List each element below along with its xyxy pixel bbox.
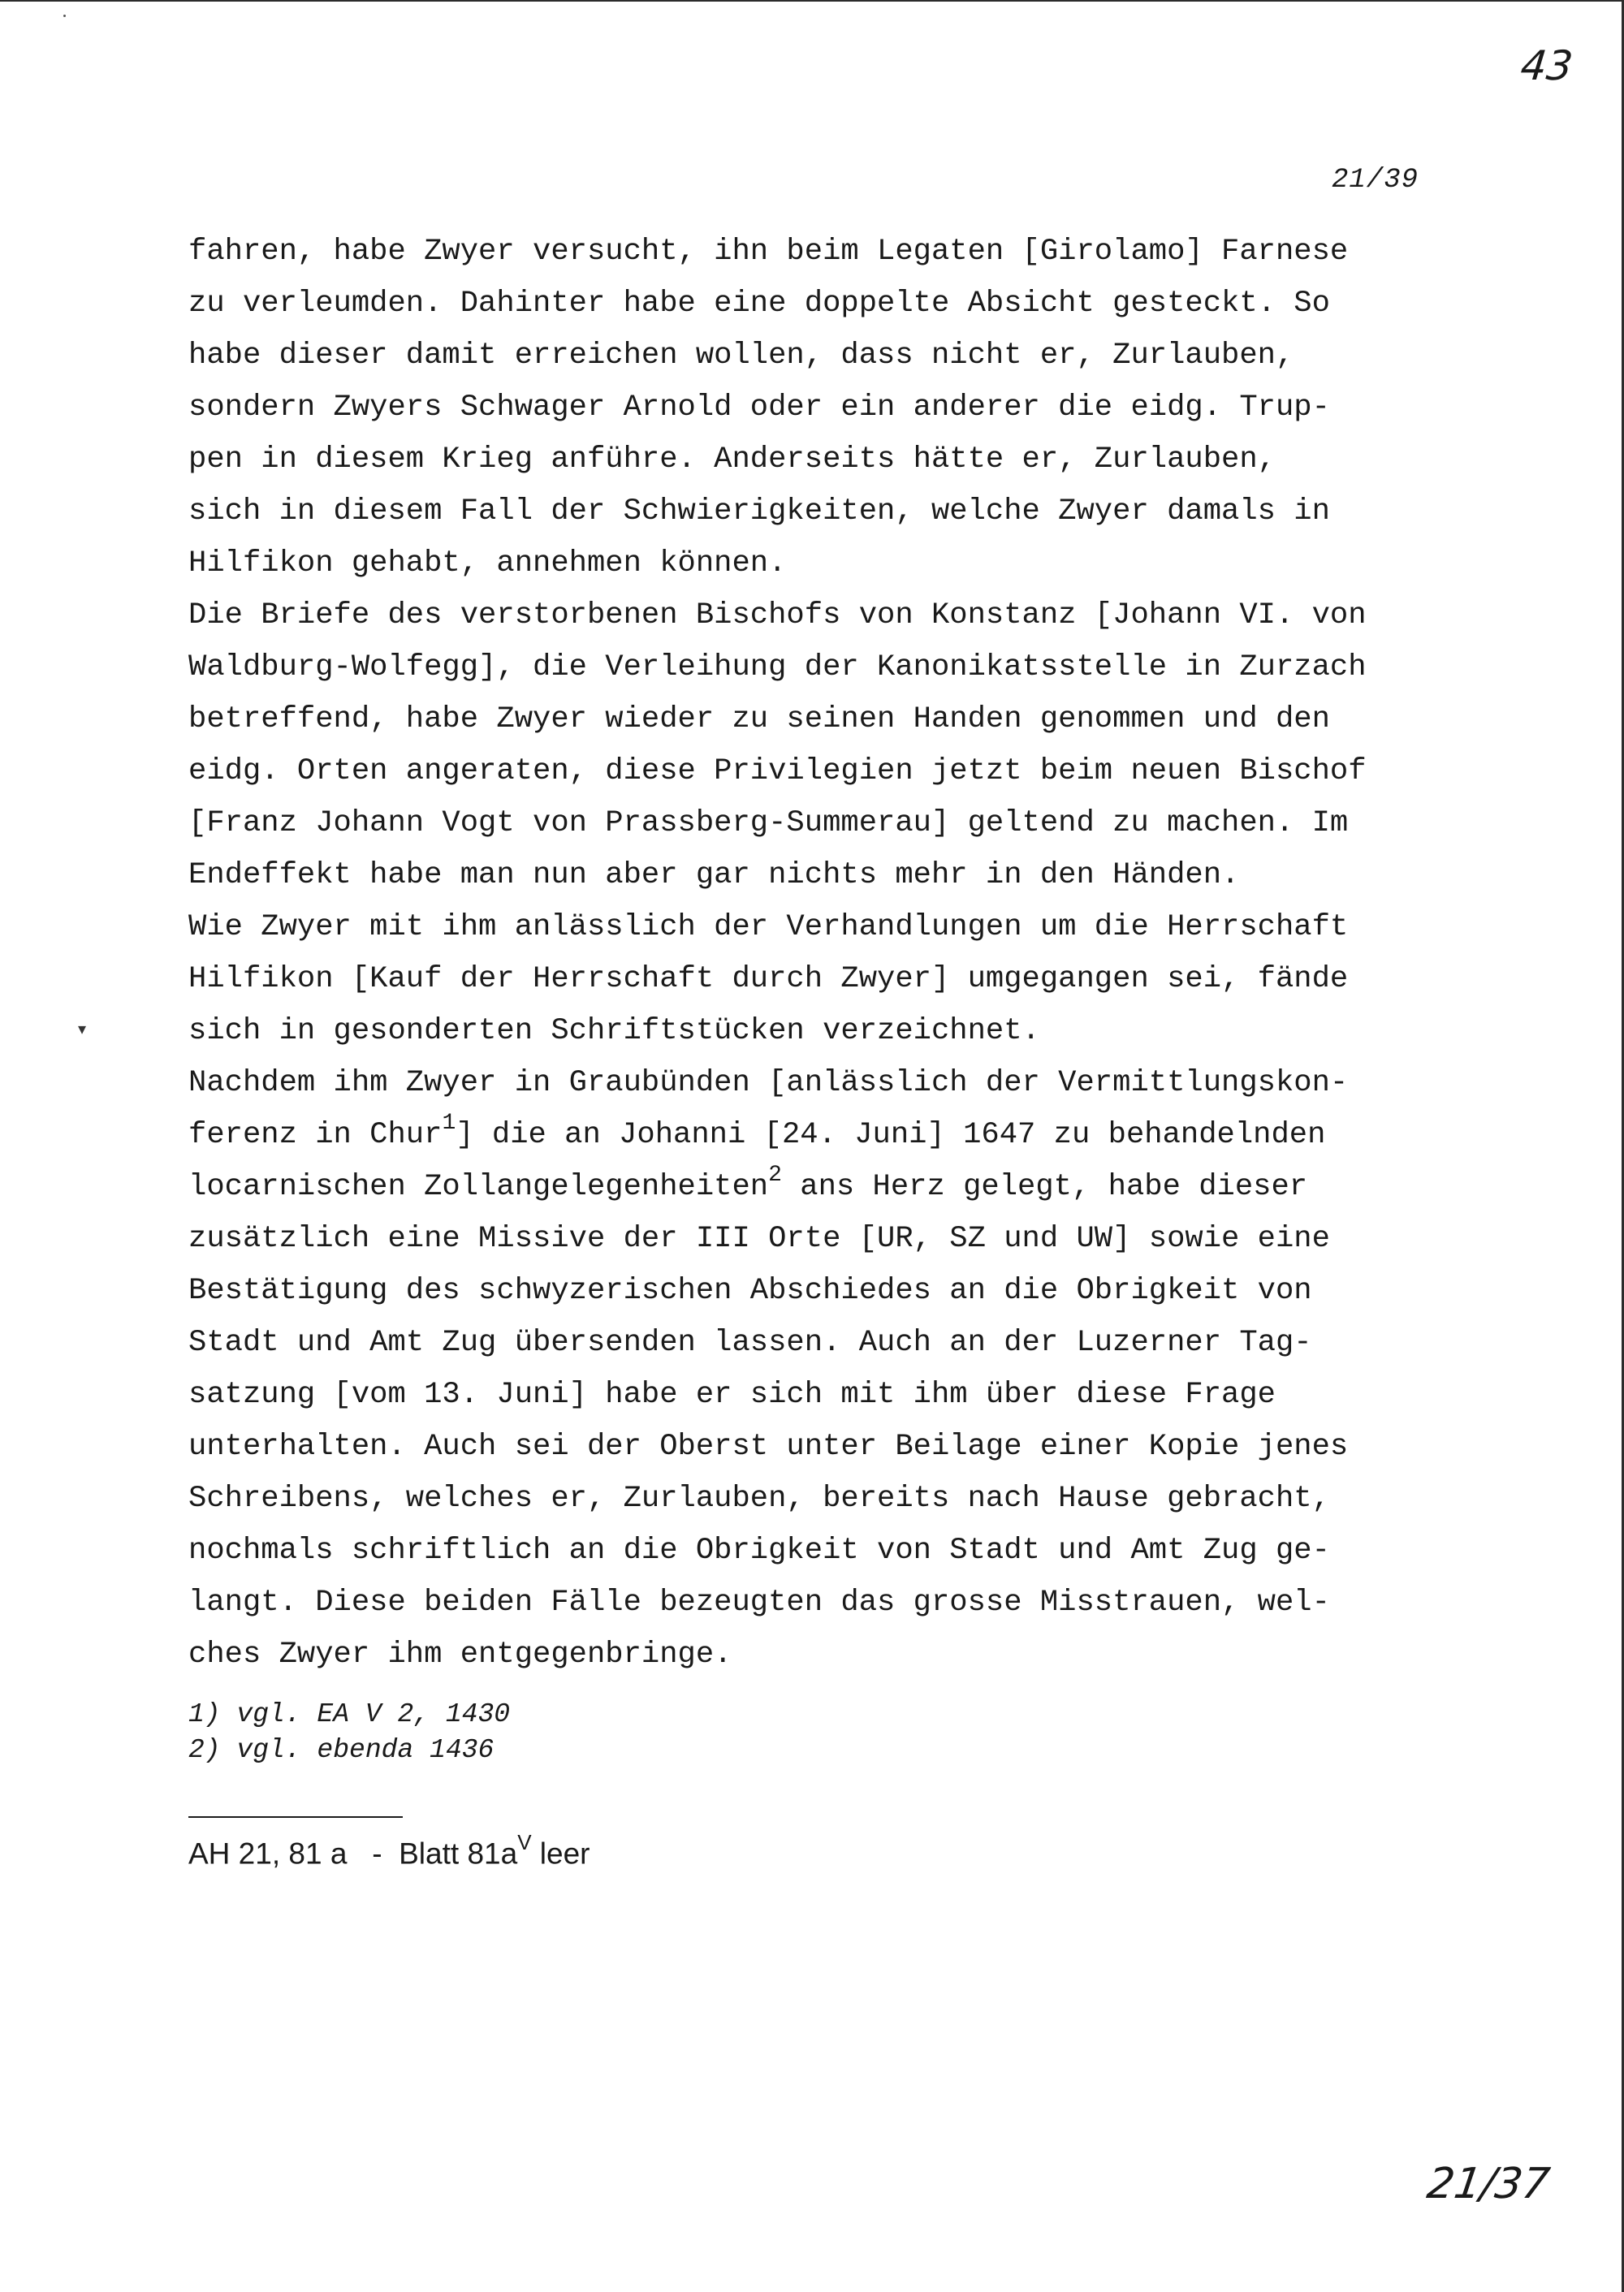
- text-line-with-footnote-1: [188, 1109, 1569, 1161]
- line-text: ans Herz gelegt, habe dieser: [781, 1170, 1308, 1204]
- line-text: ferenz in Chur: [188, 1118, 443, 1152]
- footnote-2: 2) vgl. ebenda 1436: [188, 1735, 495, 1765]
- source-reference: [188, 1830, 590, 1871]
- text-line: langt. Diese beiden Fälle bezeugten das grosse Misstrauen, wel-: [188, 1586, 1330, 1620]
- handwritten-page-number: 43: [1518, 42, 1575, 89]
- source-text: AH 21, 81 a - Blatt 81a: [188, 1837, 518, 1871]
- text-line: Waldburg-Wolfegg], die Verleihung der Kanonikatsstelle in Zurzach: [188, 650, 1367, 684]
- text-line: ches Zwyer ihm entgegenbringe.: [188, 1638, 732, 1672]
- text-line: sich in gesonderten Schriftstücken verzeichnet.: [188, 1014, 1040, 1048]
- source-suffix: leer: [531, 1837, 590, 1871]
- handwritten-bottom-reference: 21/37: [1423, 2160, 1553, 2208]
- text-line: unterhalten. Auch sei der Oberst unter Beilage einer Kopie jenes: [188, 1430, 1349, 1464]
- text-line: Hilfikon [Kauf der Herrschaft durch Zwyer] umgegangen sei, fände: [188, 962, 1349, 996]
- page-reference: 21/39: [1332, 165, 1419, 196]
- line-text: ] die an Johanni [24. Juni] 1647 zu behandelnden: [456, 1118, 1326, 1152]
- text-line: pen in diesem Krieg anführe. Anderseits hätte er, Zurlauben,: [188, 442, 1276, 477]
- text-line: nochmals schriftlich an die Obrigkeit von Stadt und Amt Zug ge-: [188, 1534, 1330, 1568]
- text-line: Die Briefe des verstorbenen Bischofs von Konstanz [Johann VI. von: [188, 598, 1367, 632]
- text-line: Wie Zwyer mit ihm anlässlich der Verhandlungen um die Herrschaft: [188, 910, 1349, 944]
- text-line: sich in diesem Fall der Schwierigkeiten, welche Zwyer damals in: [188, 494, 1330, 529]
- text-line: Schreibens, welches er, Zurlauben, bereits nach Hause gebracht,: [188, 1482, 1330, 1516]
- text-line: fahren, habe Zwyer versucht, ihn beim Legaten [Girolamo] Farnese: [188, 235, 1349, 269]
- page-border-top: [0, 0, 1624, 2]
- scan-speck: [63, 15, 66, 17]
- text-line: sondern Zwyers Schwager Arnold oder ein anderer die eidg. Trup-: [188, 391, 1330, 425]
- text-line: [Franz Johann Vogt von Prassberg-Summerau] geltend zu machen. Im: [188, 806, 1349, 840]
- text-line: satzung [vom 13. Juni] habe er sich mit ihm über diese Frage: [188, 1378, 1276, 1412]
- text-line: eidg. Orten angeraten, diese Privilegien jetzt beim neuen Bischof: [188, 754, 1367, 788]
- footnote-marker-1: 1: [442, 1110, 456, 1136]
- line-text: locarnischen Zollangelegenheiten: [188, 1170, 769, 1204]
- text-line: Hilfikon gehabt, annehmen können.: [188, 546, 787, 581]
- text-line: zu verleumden. Dahinter habe eine doppelte Absicht gesteckt. So: [188, 287, 1330, 321]
- text-line: habe dieser damit erreichen wollen, dass nicht er, Zurlauben,: [188, 339, 1294, 373]
- text-line: Endeffekt habe man nun aber gar nichts mehr in den Händen.: [188, 858, 1240, 892]
- text-line-with-footnote-2: [188, 1161, 1569, 1213]
- verso-marker: V: [517, 1830, 532, 1854]
- document-body: [188, 226, 1569, 1681]
- margin-mark: ▾: [78, 1019, 87, 1038]
- footer-separator: [188, 1816, 403, 1818]
- footnote-1: 1) vgl. EA V 2, 1430: [188, 1699, 511, 1729]
- text-line: Stadt und Amt Zug übersenden lassen. Auch an der Luzerner Tag-: [188, 1326, 1312, 1360]
- footnote-marker-2: 2: [768, 1162, 782, 1188]
- text-line: zusätzlich eine Missive der III Orte [UR, SZ und UW] sowie eine: [188, 1222, 1330, 1256]
- footnotes: [188, 1697, 510, 1768]
- text-line: Nachdem ihm Zwyer in Graubünden [anlässlich der Vermittlungskon-: [188, 1066, 1349, 1100]
- text-line: betreffend, habe Zwyer wieder zu seinen Handen genommen und den: [188, 702, 1330, 736]
- text-line: Bestätigung des schwyzerischen Abschiedes an die Obrigkeit von: [188, 1274, 1312, 1308]
